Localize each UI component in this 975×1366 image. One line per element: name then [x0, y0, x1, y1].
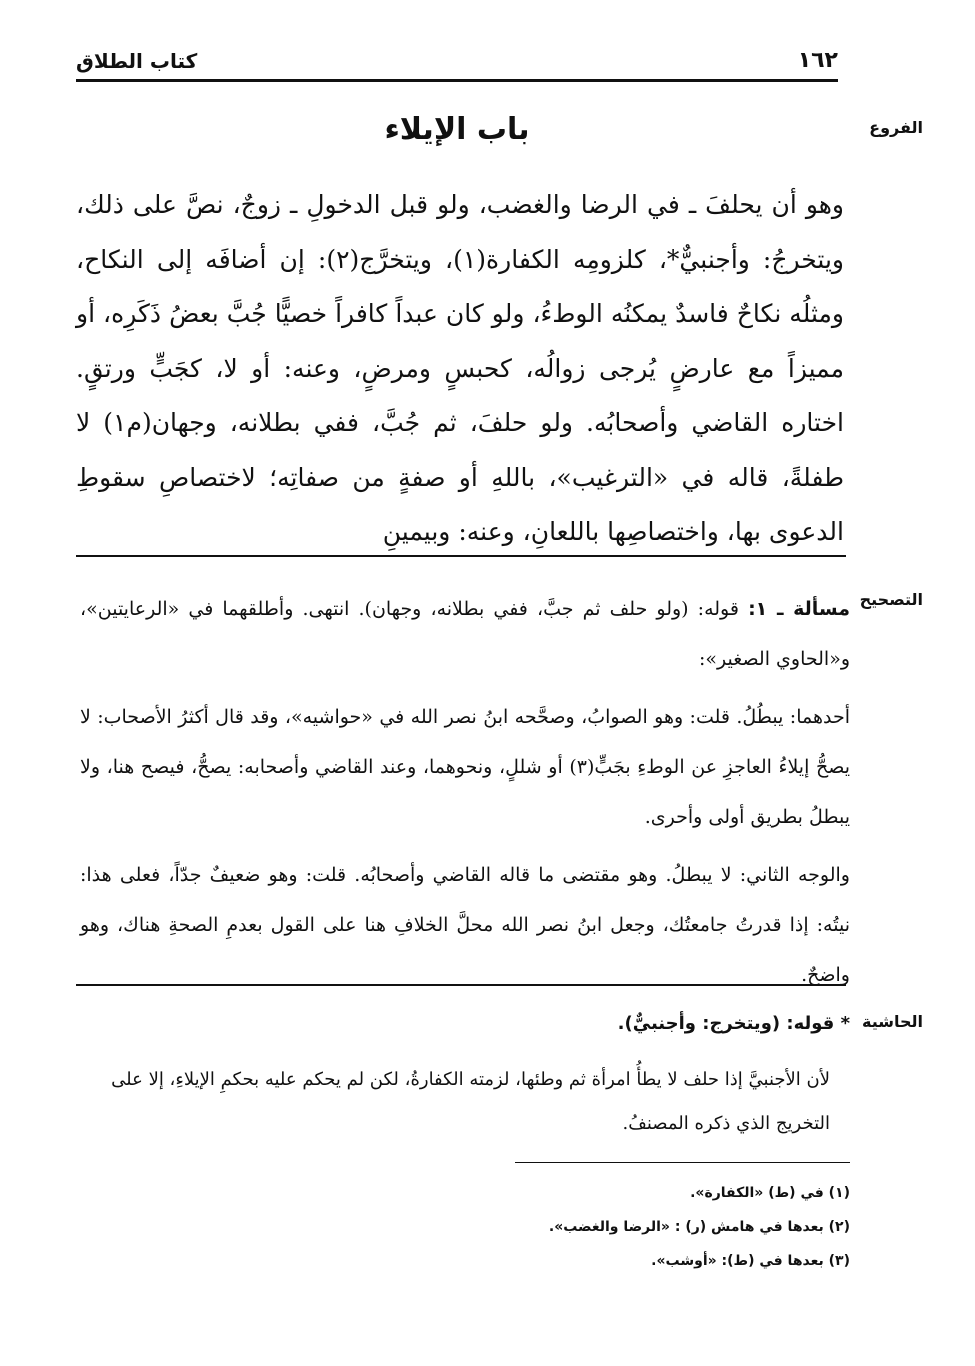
footnote: (١) في (ط) «الكفارة». — [690, 1185, 850, 1201]
hashiya-section — [80, 1004, 850, 1146]
margin-label-furu: الفروع — [869, 118, 923, 137]
book-title: كتاب الطلاق — [76, 49, 198, 73]
footnotes — [500, 1176, 850, 1278]
section-divider — [76, 984, 846, 986]
masala-label: مسألة ـ ١: — [748, 598, 850, 620]
page-number: ١٦٢ — [797, 48, 838, 73]
hashiya-heading: * قوله: (ويتخرج: وأجنبيٌّ). — [617, 1013, 850, 1034]
margin-label-hashiya: الحاشية — [862, 1012, 923, 1031]
tashih-paragraph: والوجه الثاني: لا يبطلُ. وهو مقتضى ما قاله القاضي وأصحابُه. قلت: وهو ضعيفٌ جدّاً، فعلى هذا: نيتُه: إذا قدرتُ جامعتُك، وجعل ابنُ نصر الله محلَّ الخلافِ هنا على القول بعدمِ الصحةِ هناك، وهو واضحٌ. — [80, 864, 850, 986]
hashiya-text: لأن الأجنبيَّ إذا حلف لا يطأُ امرأة ثم وطئها، لزمته الكفارةُ، لكن لم يحكم عليه بحكمِ الإيلاءِ، إلا على التخريج الذي ذكره المصنفُ. — [111, 1069, 830, 1134]
tashih-paragraph: أحدهما: يبطُلُ. قلت: وهو الصوابُ، وصحَّحه ابنُ نصر الله في «حواشيه»، وقد قال أكثرُ الأصحاب: لا يصحُّ إيلاءُ العاجزِ عن الوطءِ بجَبٍّ(٣) أو شللٍ، ونحوهما، وعند القاضي وأصحابه: يصحُّ، فيصح هنا، ولا يبطلُ بطريق أولى وأحرى. — [80, 706, 850, 828]
footnote-divider — [515, 1162, 850, 1163]
main-paragraph: وهو أن يحلفَ ـ في الرضا والغضب، ولو قبل الدخولِ ـ زوجٌ، نصَّ على ذلك، ويتخرجُ: وأجنبيٌّ*، كلزومِه الكفارة(١)، ويتخرَّج(٢): إن أضافَه إلى النكاح، ومثلُه نكاحٌ فاسدٌ يمكنُه الوطءُ، ولو كان عبداً كافراً خصيًّا جُبَّ بعضُ ذَكَرِه، أو مميزاً مع عارضٍ يُرجى زوالُه، كحبسٍ ومرضٍ، وعنه: أو لا، كجَبٍّ ورتقٍ. اختاره القاضي وأصحابُه. ولو حلفَ، ثم جُبَّ، ففي بطلانه، وجهان(م١) لا طفلةً، قاله في «الترغيب»، باللهِ أو صفةٍ من صفاتِه؛ لاختصاصِ سقوطِ الدعوى بها، واختصاصِها باللعانِ، وعنه: وبيمينِ — [76, 190, 844, 546]
footnote: (٣) بعدها في (ط): «أوشب». — [651, 1253, 850, 1269]
tashih-text-1: قوله: (ولو حلف ثم جبَّ، ففي بطلانه، وجهان). انتهى. وأطلقهما في «الرعايتين»، و«الحاوي الصغير»: — [80, 598, 850, 670]
footnote: (٢) بعدها في هامش (ر) : «الرضا والغضب». — [548, 1219, 850, 1235]
running-header — [76, 42, 838, 82]
tashih-section — [80, 584, 850, 1008]
chapter-title: باب الإيلاء — [384, 112, 530, 147]
tashih-paragraph — [80, 584, 850, 684]
section-divider — [76, 555, 846, 557]
margin-label-tashih: التصحيح — [859, 590, 923, 609]
main-text — [76, 178, 844, 560]
